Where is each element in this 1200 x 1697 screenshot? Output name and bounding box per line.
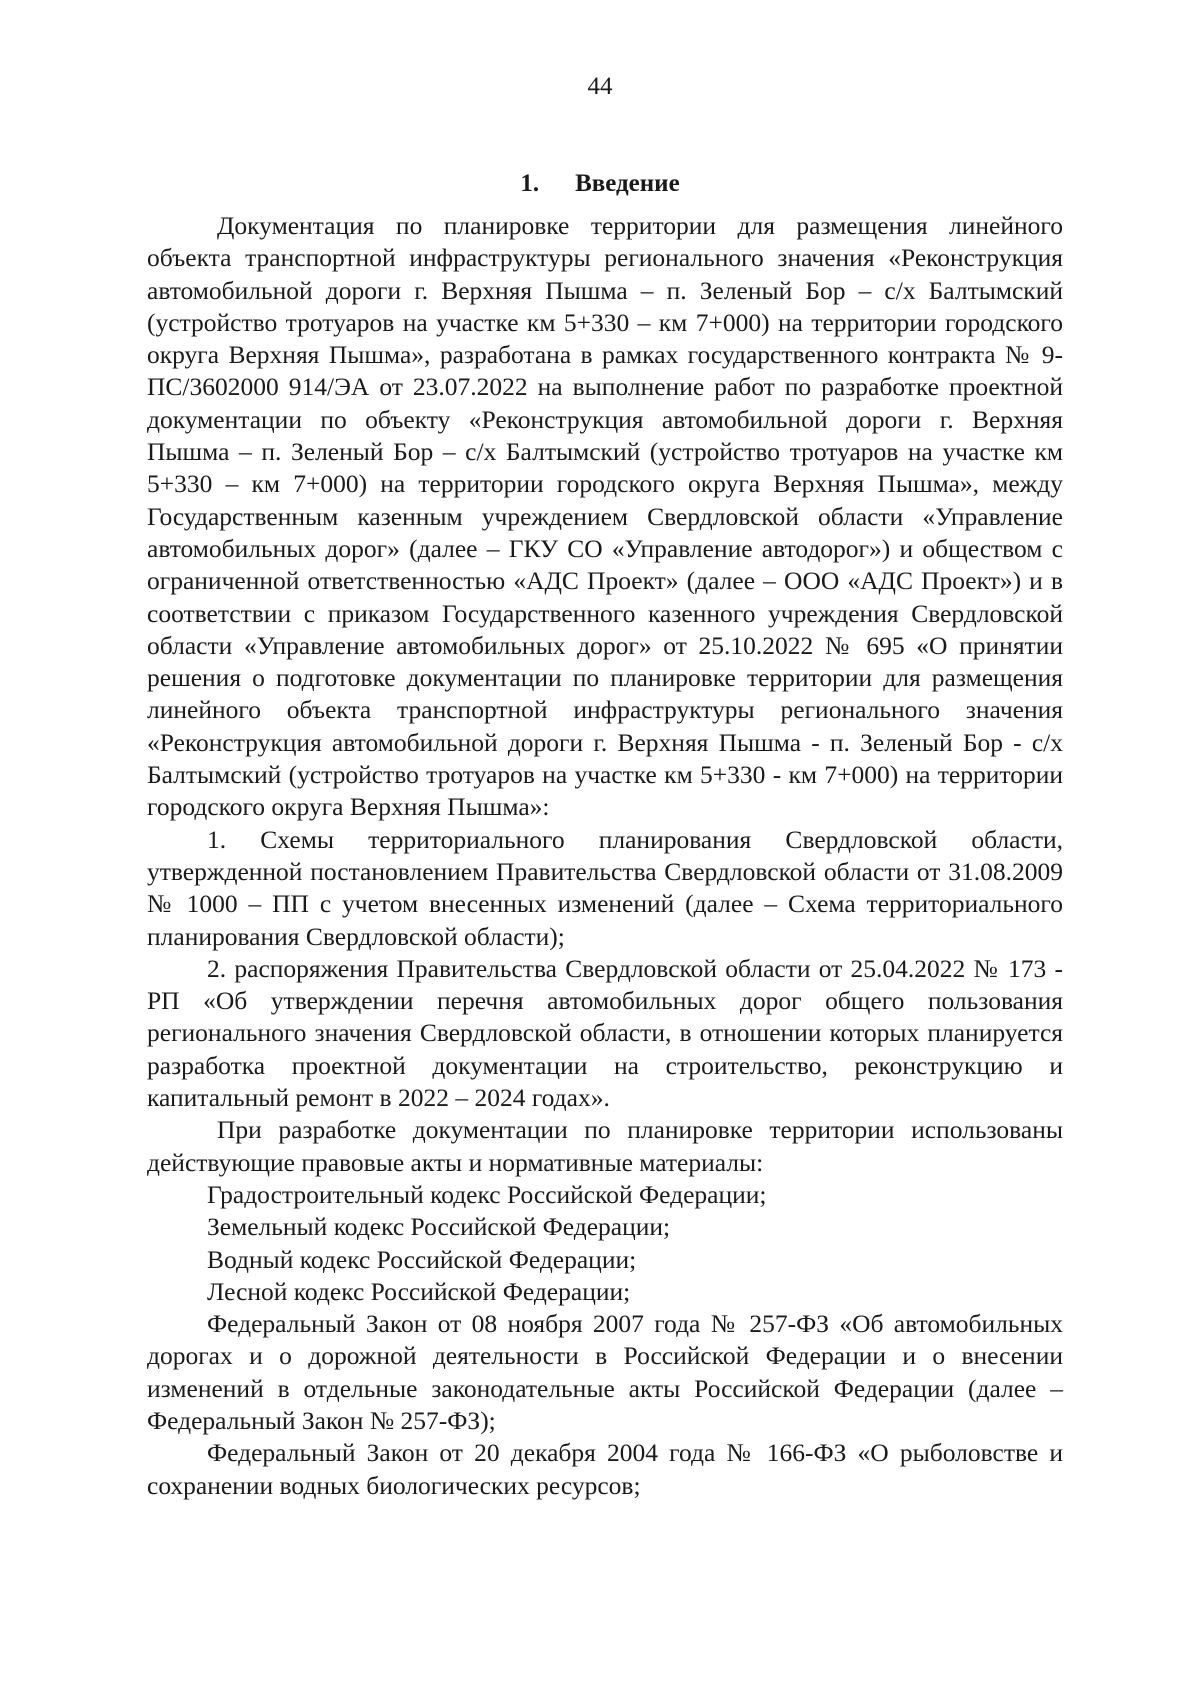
list-item-1: 1. Схемы территориального планирования Свердловской области, утвержденной постановлением Правительства Свердловской области от 31.08.2009 № 1000 – ПП с учетом внесенных изменений (далее – Схема территориального планирования Свердловской области);	[147, 824, 1063, 951]
legal-act-item: Земельный кодекс Российской Федерации;	[207, 1212, 671, 1242]
legal-acts-intro: При разработке документации по планировке территории использованы действующие правовые акты и нормативные материалы:	[147, 1115, 1063, 1177]
section-title: Введение	[575, 170, 680, 197]
legal-act-item: Водный кодекс Российской Федерации;	[207, 1244, 637, 1274]
intro-paragraph: Документация по планировке территории для размещения линейного объекта транспортной инфраструктуры регионального значения «Реконструкция автомобильной дороги г. Верхняя Пышма – п. Зеленый Бор – с/х Балтымский (устройство тротуаров на участке км 5+330 – км 7+000) на территории городского округа Верхняя Пышма», разработана в рамках государственного контракта № 9- ПС/3602000 914/ЭА от 23.07.2022 на выполнение работ по разработке проектной документации по объекту «Реконструкция автомобильной дороги г. Верхняя Пышма – п. Зеленый Бор – с/х Балтымский (устройство тротуаров на участке км 5+330 – км 7+000) на территории городского округа Верхняя Пышма», между Государственным казенным учреждением Свердловской области «Управление автомобильных дорог» (далее – ГКУ СО «Управление автодорог») и обществом с ограниченной ответственностью «АДС Проект» (далее – ООО «АДС Проект») и в соответствии с приказом Государственного казенного учреждения Свердловской области «Управление автомобильных дорог» от 25.10.2022 № 695 «О принятии решения о подготовке документации по планировке территории для размещения линейного объекта транспортной инфраструктуры регионального значения «Реконструкция автомобильной дороги г. Верхняя Пышма - п. Зеленый Бор - с/х Балтымский (устройство тротуаров на участке км 5+330 - км 7+000) на территории городского округа Верхняя Пышма»:	[147, 211, 1063, 822]
document-body	[147, 210, 1063, 1502]
legal-act-item: Градостроительный кодекс Российской Федерации;	[207, 1179, 767, 1209]
legal-act-item: Лесной кодекс Российской Федерации;	[207, 1276, 631, 1306]
section-number: 1.	[520, 170, 540, 197]
section-heading	[0, 168, 1200, 200]
list-item-2: 2. распоряжения Правительства Свердловской области от 25.04.2022 № 173 - РП «Об утверждении перечня автомобильных дорог общего пользования регионального значения Свердловской области, в отношении которых планируется разработка проектной документации на строительство, реконструкцию и капитальный ремонт в 2022 – 2024 годах».	[147, 953, 1063, 1113]
legal-act-item: Федеральный Закон от 08 ноября 2007 года № 257-ФЗ «Об автомобильных дорогах и о дорожной деятельности в Российской Федерации и о внесении изменений в отдельные законодательные акты Российской Федерации (далее – Федеральный Закон № 257-ФЗ);	[147, 1309, 1063, 1435]
page-number: 44	[587, 73, 613, 100]
legal-act-item: Федеральный Закон от 20 декабря 2004 года № 166-ФЗ «О рыболовстве и сохранении водных биологических ресурсов;	[147, 1438, 1063, 1500]
